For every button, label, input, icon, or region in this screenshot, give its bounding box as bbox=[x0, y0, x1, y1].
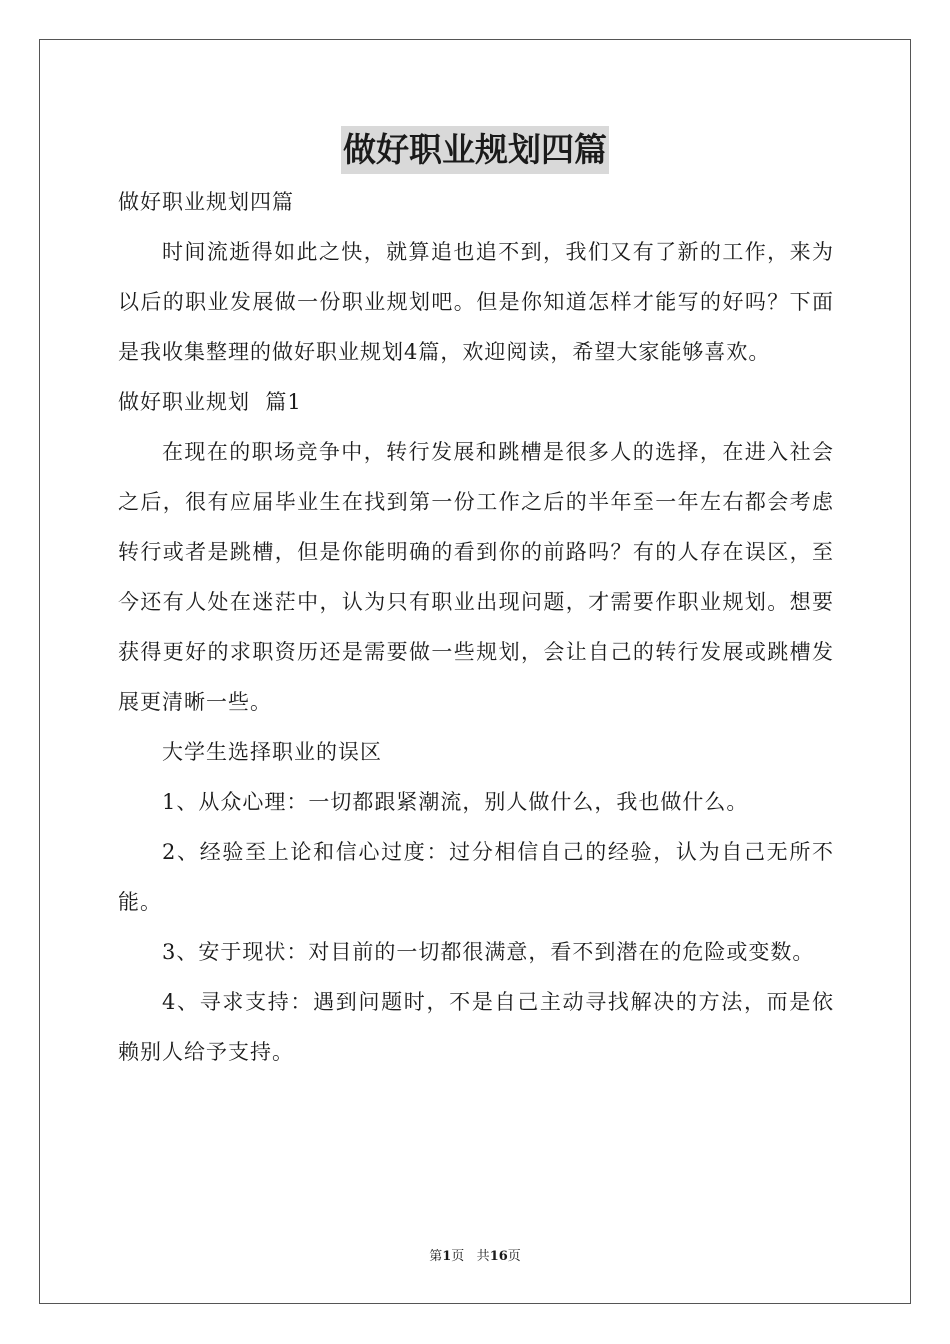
heading-repeat: 做好职业规划四篇 bbox=[118, 190, 294, 214]
page-suffix: 页 bbox=[451, 1249, 465, 1264]
list-item: 3、安于现状：对目前的一切都很满意，看不到潜在的危险或变数。 bbox=[162, 940, 815, 964]
total-prefix: 共 bbox=[476, 1249, 490, 1264]
page-footer bbox=[0, 1245, 950, 1264]
total-pages: 16 bbox=[489, 1249, 508, 1264]
page-prefix: 第 bbox=[429, 1249, 443, 1264]
total-suffix: 页 bbox=[507, 1249, 521, 1264]
page-number: 1 bbox=[442, 1249, 452, 1264]
document-title: 做好职业规划四篇 bbox=[341, 126, 609, 174]
section-heading: 做好职业规划 篇1 bbox=[118, 390, 302, 414]
intro-paragraph: 时间流逝得如此之快，就算追也追不到，我们又有了新的工作，来为以后的职业发展做一份职业规划吧。但是你知道怎样才能写的好吗？下面是我收集整理的做好职业规划4篇，欢迎阅读，希望大家能够喜欢。 bbox=[118, 240, 834, 364]
document-title-wrapper bbox=[0, 126, 950, 174]
subheading: 大学生选择职业的误区 bbox=[162, 740, 382, 764]
section-paragraph: 在现在的职场竞争中，转行发展和跳槽是很多人的选择，在进入社会之后，很有应届毕业生在找到第一份工作之后的半年至一年左右都会考虑转行或者是跳槽，但是你能明确的看到你的前路吗？有的人存在误区，至今还有人处在迷茫中，认为只有职业出现问题，才需要作职业规划。想要获得更好的求职资历还是需要做一些规划，会让自己的转行发展或跳槽发展更清晰一些。 bbox=[118, 440, 834, 714]
list-item: 1、从众心理：一切都跟紧潮流，别人做什么，我也做什么。 bbox=[162, 790, 749, 814]
list-item: 4、寻求支持：遇到问题时，不是自己主动寻找解决的方法，而是依赖别人给予支持。 bbox=[118, 990, 834, 1064]
list-item: 2、经验至上论和信心过度：过分相信自己的经验，认为自己无所不能。 bbox=[118, 840, 834, 914]
document-body bbox=[118, 177, 834, 1077]
